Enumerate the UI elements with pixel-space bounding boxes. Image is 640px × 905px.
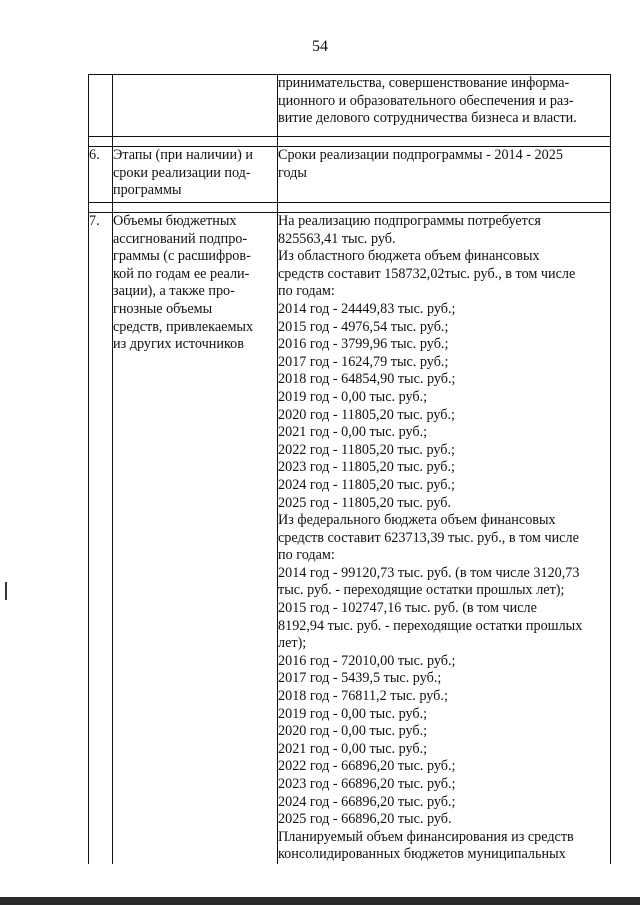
scan-margin-mark xyxy=(5,582,7,600)
row-label-cell xyxy=(113,75,278,137)
table-gap-row xyxy=(89,203,611,213)
row-number-cell: 7. xyxy=(89,213,113,864)
row-value-cell: На реализацию подпрограммы потребуется 825563,41 тыс. руб. Из областного бюджета объем финансовых средств составит 158732,02тыс. руб., в том числе по годам: 2014 год - 24449,83 тыс. руб.; 2015 год - 4976,54 тыс. руб.; 2016 год - 3799,96 тыс. руб.; 2017 год - 1624,79 тыс. руб.; 2018 год - 64854,90 тыс. руб.; 2019 год - 0,00 тыс. руб.; 2020 год - 11805,20 тыс. руб.; 2021 год - 0,00 тыс. руб.; 2022 год - 11805,20 тыс. руб.; 2023 год - 11805,20 тыс. руб.; 2024 год - 11805,20 тыс. руб.; 2025 год - 11805,20 тыс. руб. Из федерального бюджета объем финансовых средств составит 623713,39 тыс. руб., в том числе по годам: 2014 год - 99120,73 тыс. руб. (в том числе 3120,73 тыс. руб. - переходящие остатки прошлых лет); 2015 год - 102747,16 тыс. руб. (в том числе 8192,94 тыс. руб. - переходящие остатки прошлых лет); 2016 год - 72010,00 тыс. руб.; 2017 год - 5439,5 тыс. руб.; 2018 год - 76811,2 тыс. руб.; 2019 год - 0,00 тыс. руб.; 2020 год - 0,00 тыс. руб.; 2021 год - 0,00 тыс. руб.; 2022 год - 66896,20 тыс. руб.; 2023 год - 66896,20 тыс. руб.; 2024 год - 66896,20 тыс. руб.; 2025 год - 66896,20 тыс. руб. Планируемый объем финансирования из средств консолидированных бюджетов муниципальных xyxy=(278,213,611,864)
passport-table xyxy=(88,74,611,864)
table-row-stages xyxy=(89,147,611,203)
scan-bottom-edge xyxy=(0,897,640,905)
table-gap-row xyxy=(89,137,611,147)
page-number: 54 xyxy=(312,38,328,55)
table-row-budget xyxy=(89,213,611,864)
row-value-cell: принимательства, совершенствование информа- ционного и образовательного обеспечения и раз- витие делового сотрудничества бизнеса и власти. xyxy=(278,75,611,137)
table-row-continuation xyxy=(89,75,611,137)
row-number-cell xyxy=(89,75,113,137)
row-label-cell: Этапы (при наличии) и сроки реализации под- программы xyxy=(113,147,278,203)
row-value-cell: Сроки реализации подпрограммы - 2014 - 2025 годы xyxy=(278,147,611,203)
row-number-cell: 6. xyxy=(89,147,113,203)
row-label-cell: Объемы бюджетных ассигнований подпро- граммы (с расшифров- кой по годам ее реали- зации), а также про- гнозные объемы средств, привлекаемых из других источников xyxy=(113,213,278,864)
